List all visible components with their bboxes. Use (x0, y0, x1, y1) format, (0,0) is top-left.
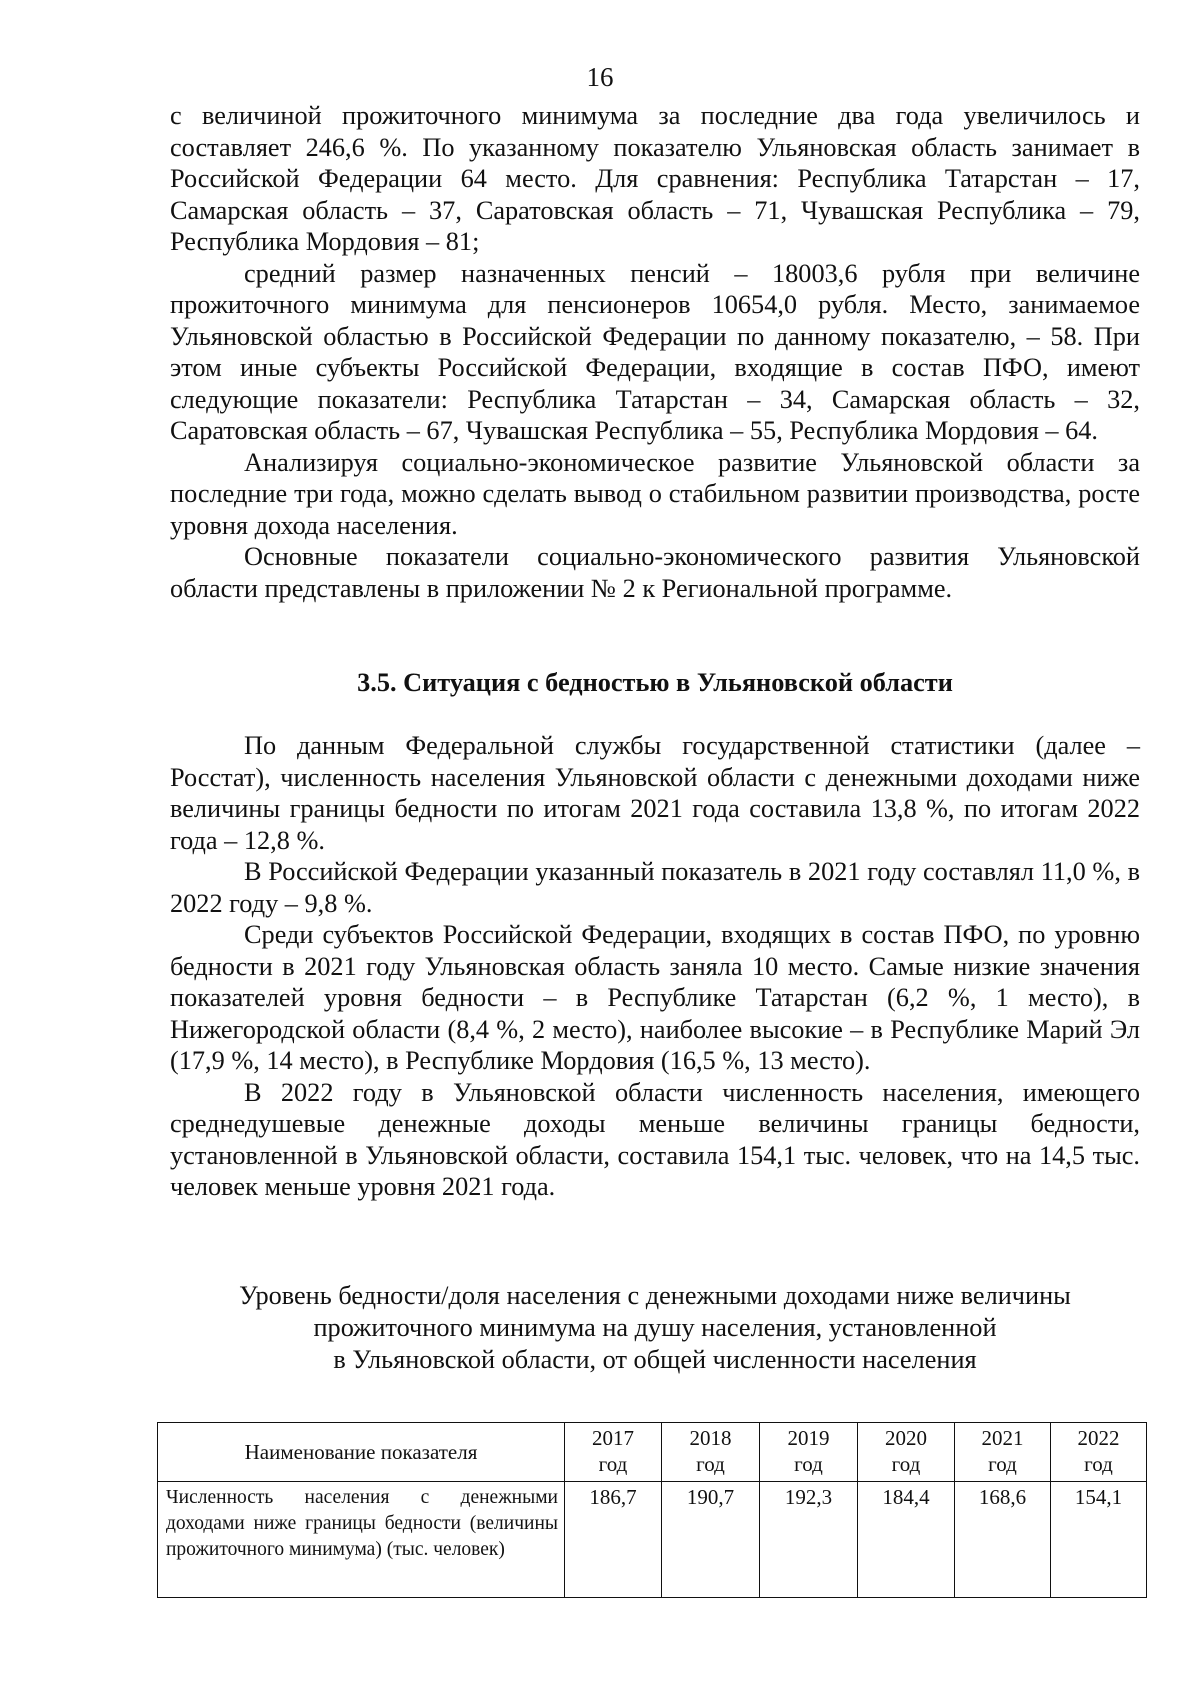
year-suffix: год (794, 1452, 823, 1476)
year-label: 2021 (981, 1426, 1024, 1450)
table-caption (170, 1280, 1140, 1376)
paragraph: с величиной прожиточного минимума за последние два года увеличилось и составляет 246,6 %. По указанному показателю Ульяновская область занимает в Российской Федерации 64 место. Для сравнения: Республика Татарстан – 17, Самарская область – 37, Саратовская область – 71, Чувашская Республика – 79, Республика Мордовия – 81; (170, 101, 1140, 256)
column-header-year (565, 1423, 662, 1482)
paragraph: Среди субъектов Российской Федерации, входящих в состав ПФО, по уровню бедности в 2021 году Ульяновская область заняла 10 место. Самые низкие значения показателей уровня бедности – в Республике Татарстан (6,2 %, 1 место), в Нижегородской области (8,4 %, 2 место), наиболее высокие – в Республике Марий Эл (17,9 %, 14 место), в Республике Мордовия (16,5 %, 13 место). (170, 920, 1140, 1075)
paragraph: По данным Федеральной службы государственной статистики (далее – Росстат), численность населения Ульяновской области с денежными доходами ниже величины границы бедности по итогам 2021 года составила 13,8 %, по итогам 2022 года – 12,8 %. (170, 731, 1140, 855)
year-label: 2020 (885, 1426, 927, 1450)
table-caption-line: Уровень бедности/доля населения с денежными доходами ниже величины (239, 1281, 1071, 1310)
year-suffix: год (988, 1452, 1017, 1476)
table-caption-line: в Ульяновской области, от общей численности населения (333, 1345, 977, 1374)
year-suffix: год (696, 1452, 725, 1476)
column-header-name: Наименование показателя (158, 1423, 565, 1482)
column-header-year (1051, 1423, 1147, 1482)
year-label: 2017 (592, 1426, 634, 1450)
year-suffix: год (598, 1452, 628, 1476)
table-row (158, 1482, 1147, 1598)
table-cell-value: 168,6 (955, 1482, 1051, 1598)
paragraph: Анализируя социально-экономическое развитие Ульяновской области за последние три года, можно сделать вывод о стабильном развитии производства, росте уровня дохода населения. (170, 447, 1140, 540)
row-indicator-name: Численность населения с денежными доходами ниже границы бедности (величины прожиточного минимума) (тыс. человек) (158, 1482, 565, 1598)
table-cell-value: 184,4 (858, 1482, 955, 1598)
paragraph: В 2022 году в Ульяновской области численность населения, имеющего среднедушевые денежные доходы меньше величины границы бедности, установленной в Ульяновской области, составила 154,1 тыс. человек, что на 14,5 тыс. человек меньше уровня 2021 года. (170, 1077, 1140, 1201)
table-cell-value: 186,7 (565, 1482, 662, 1598)
table-cell-value: 192,3 (760, 1482, 858, 1598)
body-text-bottom (170, 730, 1140, 1203)
column-header-year (955, 1423, 1051, 1482)
year-label: 2022 (1077, 1426, 1120, 1450)
year-label: 2019 (787, 1426, 830, 1450)
poverty-table (157, 1422, 1147, 1598)
paragraph: Основные показатели социально-экономического развития Ульяновской области представлены в приложении № 2 к Региональной программе. (170, 542, 1140, 603)
year-suffix: год (1084, 1452, 1113, 1476)
section-heading: 3.5. Ситуация с бедностью в Ульяновской области (357, 668, 953, 697)
table-cell-value: 154,1 (1051, 1482, 1147, 1598)
body-text-top (170, 100, 1140, 604)
table-cell-value: 190,7 (662, 1482, 760, 1598)
table-caption-line: прожиточного минимума на душу населения, установленной (313, 1313, 997, 1342)
column-header-year (662, 1423, 760, 1482)
column-header-year (858, 1423, 955, 1482)
year-suffix: год (891, 1452, 921, 1476)
column-header-year (760, 1423, 858, 1482)
paragraph: средний размер назначенных пенсий – 18003,6 рубля при величине прожиточного минимума для пенсионеров 10654,0 рубля. Место, занимаемое Ульяновской областью в Российской Федерации по данному показателю, – 58. При этом иные субъекты Российской Федерации, входящие в состав ПФО, имеют следующие показатели: Республика Татарстан – 34, Самарская область – 32, Саратовская область – 67, Чувашская Республика – 55, Республика Мордовия – 64. (170, 258, 1140, 445)
year-label: 2018 (689, 1426, 732, 1450)
paragraph: В Российской Федерации указанный показатель в 2021 году составлял 11,0 %, в 2022 году – 9,8 %. (170, 857, 1140, 918)
table-header-row (158, 1423, 1147, 1482)
page-number: 16 (586, 62, 614, 92)
